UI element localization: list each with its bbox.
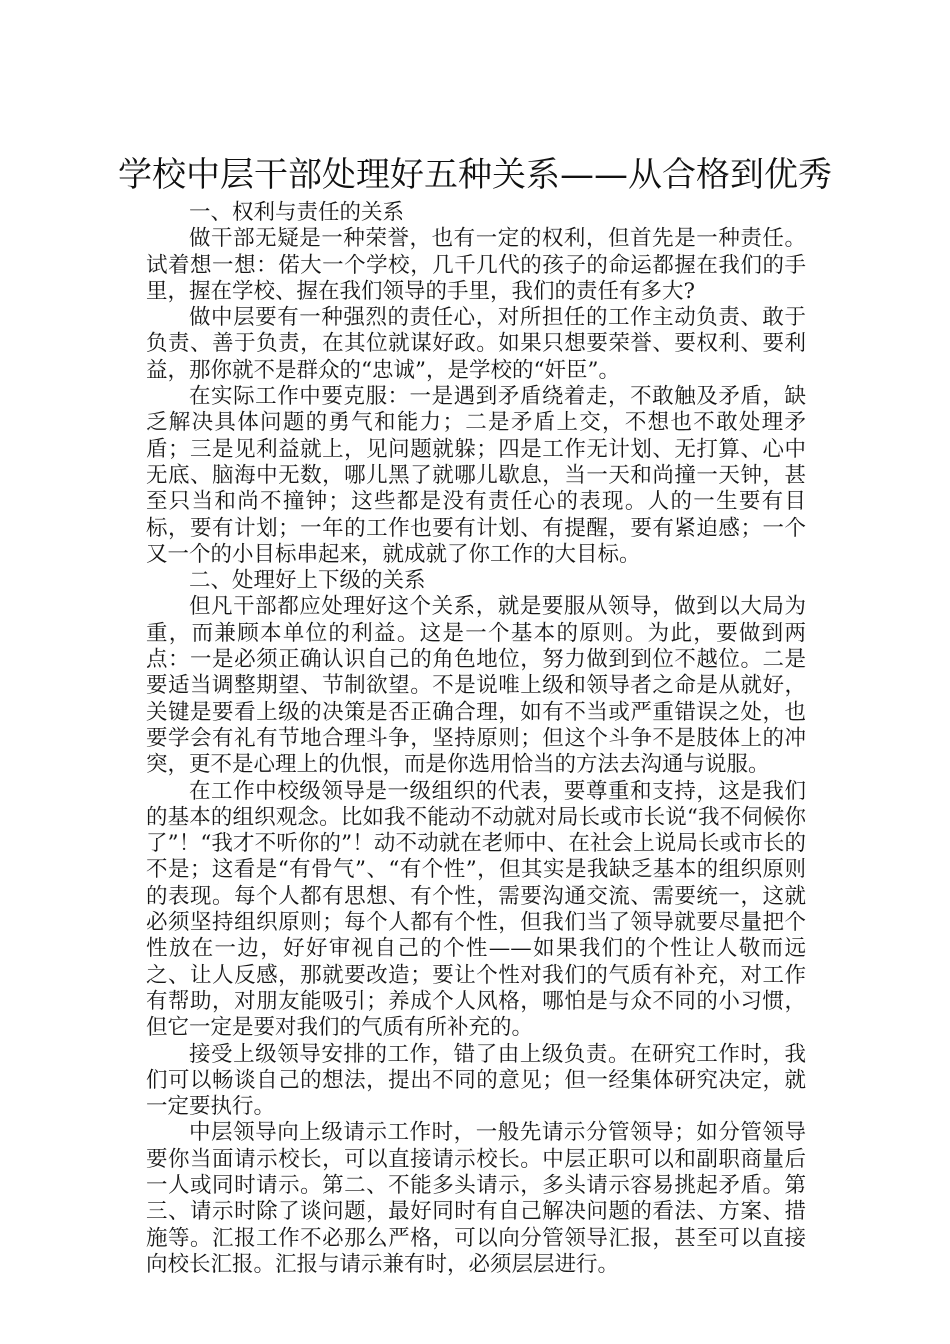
paragraph: 但凡干部都应处理好这个关系，就是要服从领导，做到以大局为重，而兼顾本单位的利益。这是一个基本的原则。为此，要做到两点：一是必须正确认识自己的角色地位，努力做到到位不越位。二是要适当调整期望、节制欲望。不是说唯上级和领导者之命是从就好，关键是要看上级的决策是否正确合理，如有不当或严重错误之处，也要学会有礼有节地合理斗争，坚持原则；但这个斗争不是肢体上的冲突，更不是心理上的仇恨，而是你选用恰当的方法去沟通与说服。	[146, 594, 806, 778]
section-heading-1: 一、权利与责任的关系	[189, 200, 405, 225]
paragraph: 在实际工作中要克服：一是遇到矛盾绕着走，不敢触及矛盾，缺乏解决具体问题的勇气和能力；二是矛盾上交，不想也不敢处理矛盾；三是见利益就上，见问题就躲；四是工作无计划、无打算、心中无底、脑海中无数，哪儿黑了就哪儿歇息，当一天和尚撞一天钟，甚至只当和尚不撞钟；这些都是没有责任心的表现。人的一生要有目标，要有计划；一年的工作也要有计划、有提醒，要有紧迫感；一个又一个的小目标串起来，就成就了你工作的大目标。	[146, 384, 806, 567]
paragraph: 接受上级领导安排的工作，错了由上级负责。在研究工作时，我们可以畅谈自己的想法，提出不同的意见；但一经集体研究决定，就一定要执行。	[146, 1041, 806, 1120]
section-heading-2: 二、处理好上下级的关系	[189, 568, 426, 594]
document-body	[146, 200, 806, 1278]
paragraph: 中层领导向上级请示工作时，一般先请示分管领导；如分管领导要你当面请示校长，可以直接请示校长。中层正职可以和副职商量后一人或同时请示。第二、不能多头请示，多头请示容易挑起矛盾。第三、请示时除了谈问题，最好同时有自己解决问题的看法、方案、措施等。汇报工作不必那么严格，可以向分管领导汇报，甚至可以直接向校长汇报。汇报与请示兼有时，必须层层进行。	[146, 1120, 806, 1277]
paragraph: 做干部无疑是一种荣誉，也有一定的权利，但首先是一种责任。试着想一想：偌大一个学校，几千几代的孩子的命运都握在我们的手里，握在学校、握在我们领导的手里，我们的责任有多大?	[146, 226, 806, 304]
paragraph: 在工作中校级领导是一级组织的代表，要尊重和支持，这是我们的基本的组织观念。比如我不能动不动就对局长或市长说“我不伺候你了”！“我才不听你的”！动不动就在老师中、在社会上说局长或市长的不是；这看是“有骨气”、“有个性”，但其实是我缺乏基本的组织原则的表现。每个人都有思想、有个性，需要沟通交流、需要统一，这就必须坚持组织原则；每个人都有个性，但我们当了领导就要尽量把个性放在一边，好好审视自己的个性——如果我们的个性让人敬而远之、让人反感，那就要改造；要让个性对我们的气质有补充，对工作有帮助，对朋友能吸引；养成个人风格，哪怕是与众不同的小习惯，但它一定是要对我们的气质有所补充的。	[146, 778, 806, 1041]
paragraph: 做中层要有一种强烈的责任心，对所担任的工作主动负责、敢于负责、善于负责，在其位就谋好政。如果只想要荣誉、要权利、要利益，那你就不是群众的“忠诚”，是学校的“奸臣”。	[146, 305, 806, 383]
document-title: 学校中层干部处理好五种关系——从合格到优秀	[118, 154, 832, 195]
